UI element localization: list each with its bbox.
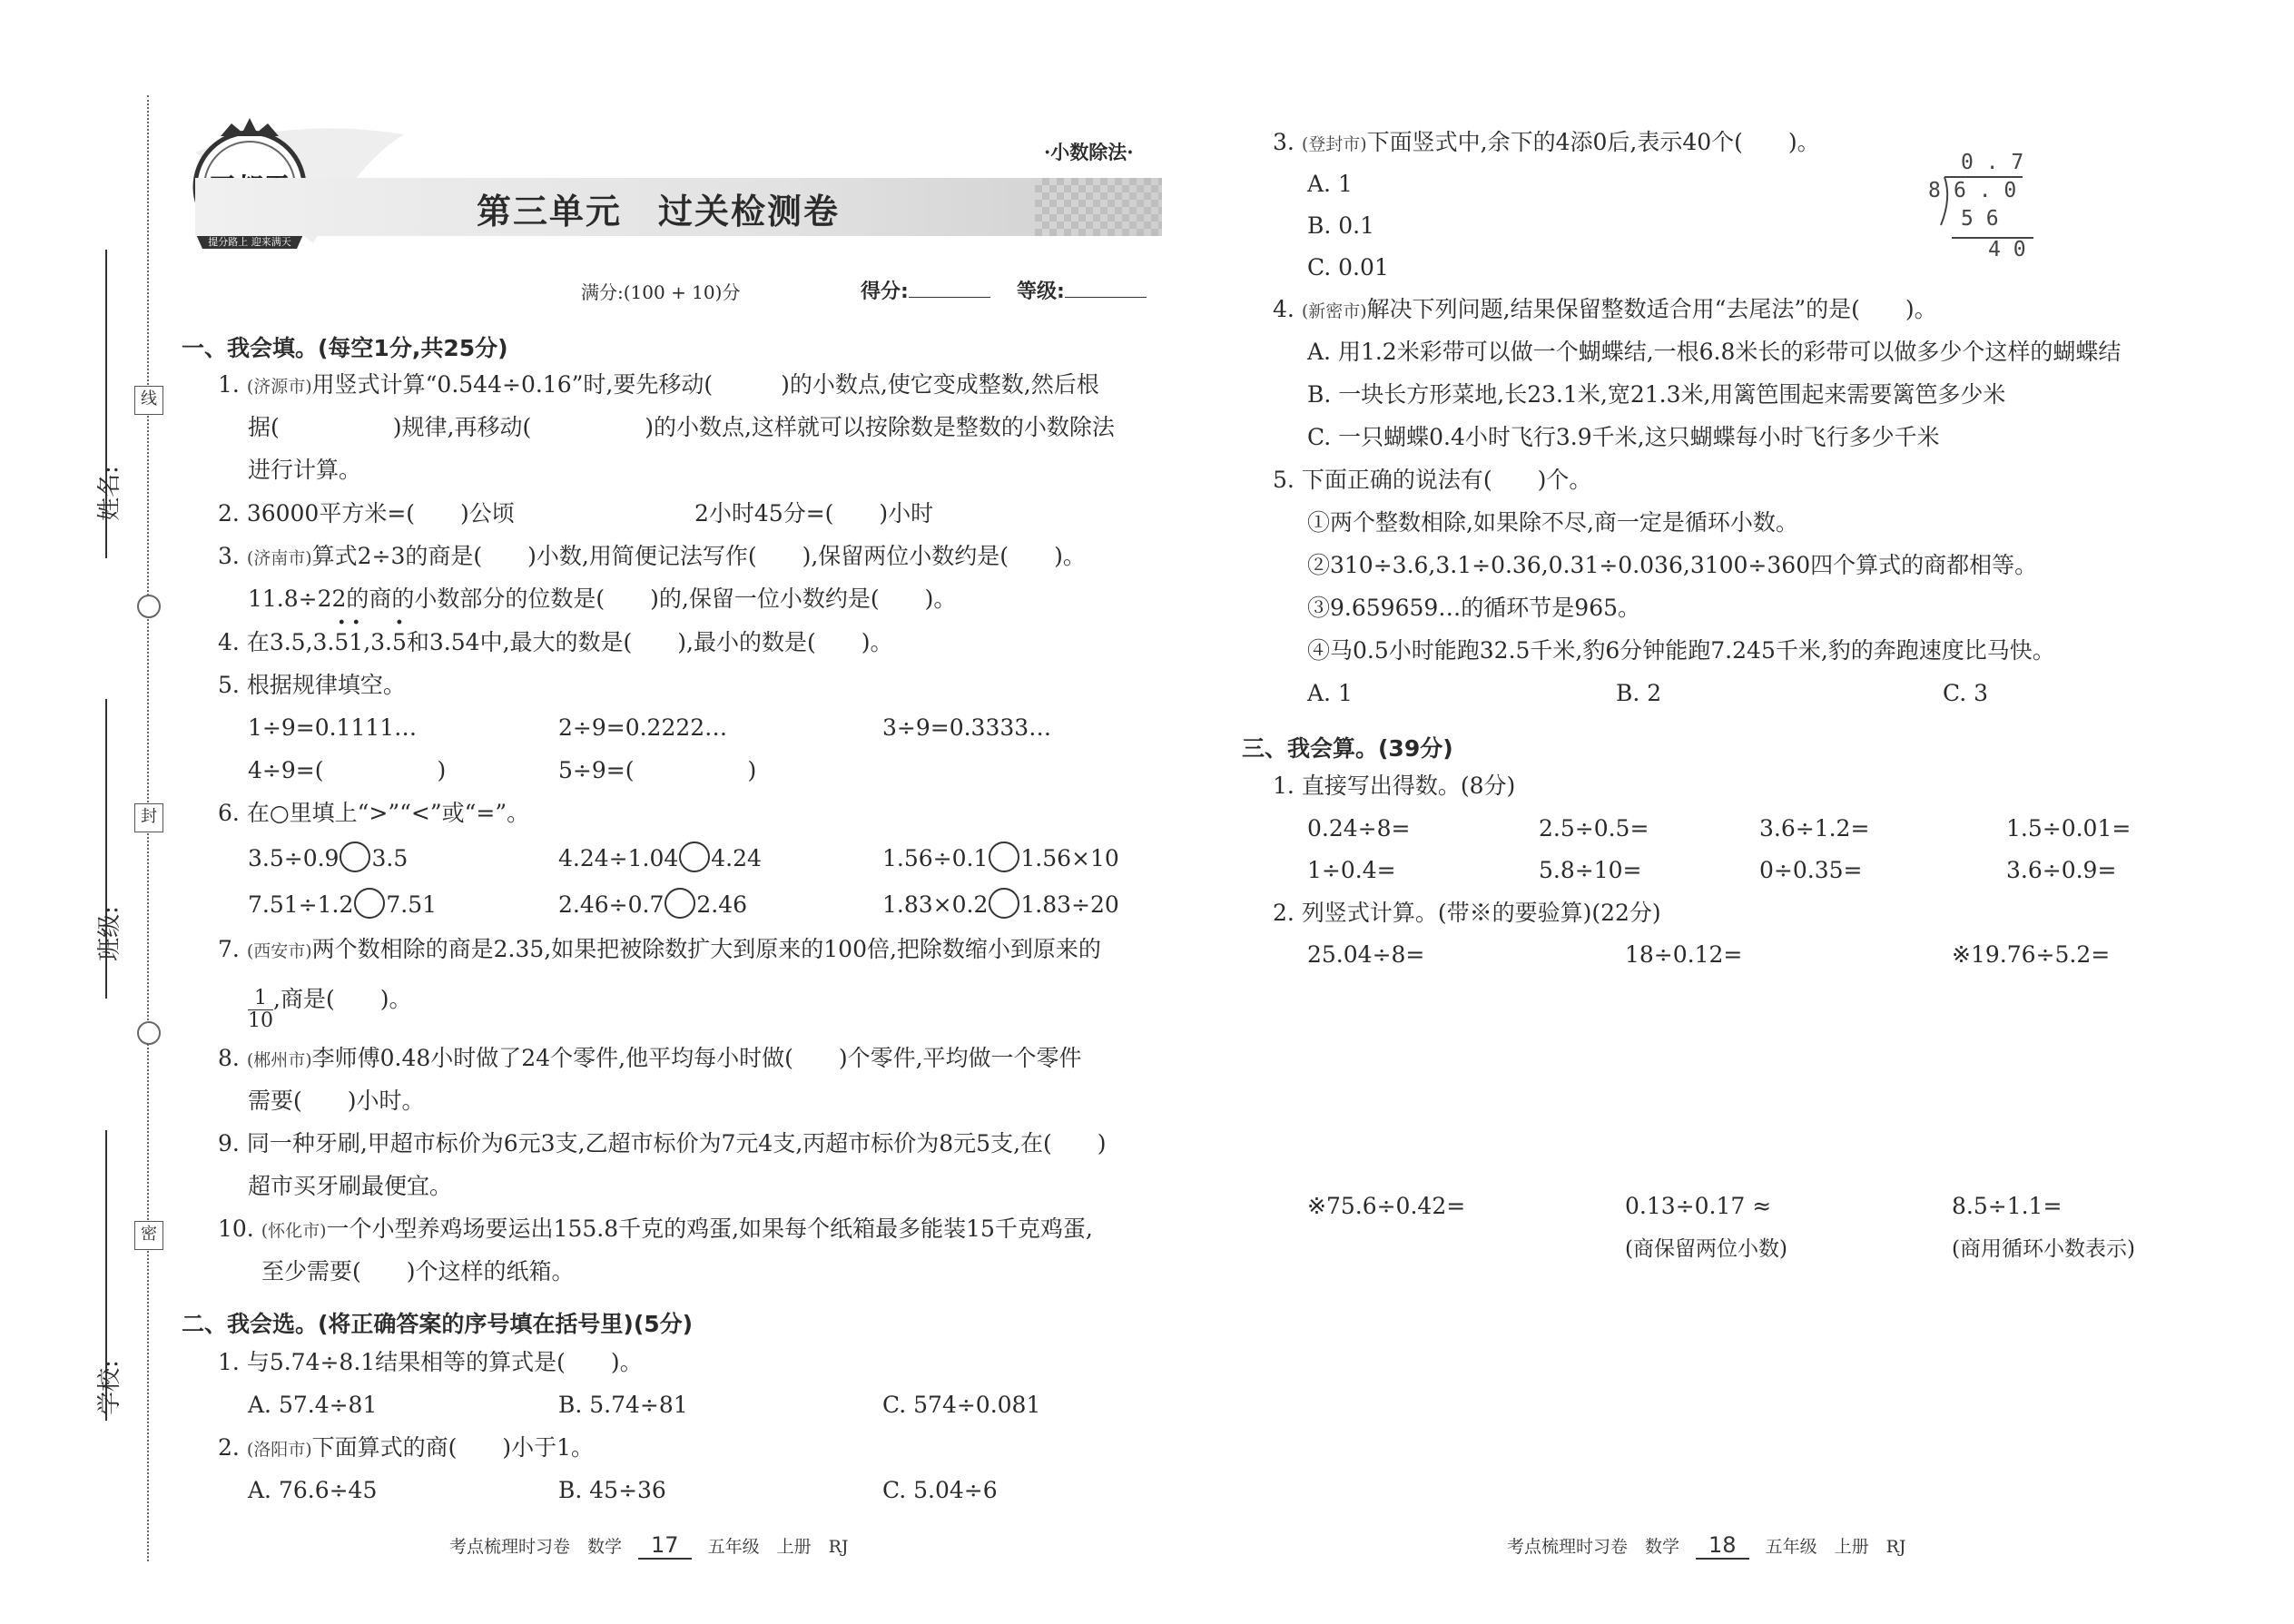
- question: 2. 36000平方米=( )公顷: [218, 500, 515, 527]
- oral-calc: 0.24÷8=: [1307, 815, 1411, 842]
- question: 3. (登封市)下面竖式中,余下的4添0后,表示40个( )。: [1273, 129, 1820, 155]
- vertical-calc: 0.13÷0.17 ≈: [1625, 1193, 1772, 1219]
- question: 8. (郴州市)李师傅0.48小时做了24个零件,他平均每小时做( )个零件,平均做一个零件: [218, 1045, 1082, 1071]
- question-line: $\frac{1}{10}$ ,商是( )。: [248, 986, 412, 1032]
- score-field[interactable]: [861, 276, 990, 304]
- option: C. 一只蝴蝶0.4小时飞行3.9千米,这只蝴蝶每小时飞行多少千米: [1307, 424, 1940, 450]
- oral-calc: 3.6÷1.2=: [1759, 815, 1870, 842]
- oral-calc: 5.8÷10=: [1539, 857, 1642, 883]
- page-number: 17: [638, 1532, 692, 1560]
- question: 5. 下面正确的说法有( )个。: [1273, 467, 1592, 493]
- fraction: $\frac{1}{10}$: [248, 987, 273, 1032]
- oral-calc: 3.6÷0.9=: [2006, 857, 2117, 883]
- full-score: 满分:(100 + 10)分: [581, 281, 741, 303]
- statement: ④马0.5小时能跑32.5千米,豹6分钟能跑7.245千米,豹的奔跑速度比马快。: [1307, 637, 2055, 664]
- seal-seal-mark: 封: [134, 803, 163, 832]
- vertical-calc: 8.5÷1.1=: [1952, 1193, 2063, 1219]
- question: 10. (怀化市)一个小型养鸡场要运出155.8千克的鸡蛋,如果每个纸箱最多能装15千克鸡蛋,: [218, 1216, 1093, 1242]
- compare-item: 3.5÷0.9 3.5: [248, 842, 408, 874]
- page-footer-left: 考点梳理时习卷 数学 17 五年级 上册 RJ: [449, 1532, 849, 1558]
- long-division-quotient: 0 . 7: [1961, 151, 2024, 174]
- page-title: 第三单元 过关检测卷: [477, 192, 841, 231]
- question: 4. 在3.5,3.· 5· 1,3.· 5和3.54中,最大的数是( ),最小的数是( )。: [218, 627, 892, 658]
- calc-note: (商保留两位小数): [1625, 1237, 1787, 1261]
- logo-band-text: 提分路上 迎来满天: [208, 236, 291, 248]
- compare-circle[interactable]: [989, 842, 1019, 872]
- compare-item: 2.46÷0.7 2.46: [558, 888, 747, 920]
- option: A. 76.6÷45: [248, 1477, 378, 1503]
- section-heading: 三、我会算。(39分): [1242, 735, 1453, 762]
- grade-field[interactable]: [1017, 276, 1147, 304]
- question: 4. (新密市)解决下列问题,结果保留整数适合用“去尾法”的是( )。: [1273, 296, 1937, 322]
- vertical-calc: 18÷0.12=: [1625, 941, 1743, 968]
- question: 1. 直接写出得数。(8分): [1273, 773, 1516, 799]
- oral-calc: 2.5÷0.5=: [1539, 815, 1649, 842]
- grade-label: 等级:: [1017, 281, 1065, 303]
- section-heading: 一、我会填。(每空1分,共25分): [182, 335, 508, 361]
- vertical-calc: ※75.6÷0.42=: [1307, 1193, 1466, 1219]
- compare-circle[interactable]: [354, 888, 385, 919]
- seal-line-mark: 线: [134, 386, 163, 415]
- question: 2. (洛阳市)下面算式的商( )小于1。: [218, 1434, 595, 1461]
- page-number: 18: [1696, 1532, 1749, 1560]
- pattern-item: 2÷9=0.2222…: [558, 714, 728, 741]
- compare-item: 1.56÷0.1 1.56×10: [882, 842, 1119, 874]
- option: B. 5.74÷81: [558, 1392, 688, 1418]
- question: 6. 在○里填上“>”“<”或“=”。: [218, 800, 530, 826]
- question: 7. (西安市)两个数相除的商是2.35,如果把被除数扩大到原来的100倍,把除数缩小到原来的: [218, 936, 1101, 962]
- oral-calc: 1.5÷0.01=: [2006, 815, 2132, 842]
- long-division-dividend: 6 . 0: [1954, 179, 2017, 202]
- option: A. 1: [1307, 171, 1353, 197]
- question: 1. 与5.74÷8.1结果相等的算式是( )。: [218, 1349, 643, 1375]
- compare-circle[interactable]: [679, 842, 710, 872]
- compare-item: 4.24÷1.04 4.24: [558, 842, 762, 874]
- binding-hole-icon: [137, 1021, 161, 1045]
- compare-item: 7.51÷1.2 7.51: [248, 888, 437, 920]
- question-line: 11.8÷22的商的小数部分的位数是( )的,保留一位小数约是( )。: [248, 586, 957, 612]
- compare-circle[interactable]: [665, 888, 695, 919]
- name-label: 姓名:: [95, 466, 123, 521]
- pattern-item: 3÷9=0.3333…: [882, 714, 1052, 741]
- option: B. 2: [1616, 680, 1662, 706]
- oral-calc: 1÷0.4=: [1307, 857, 1396, 883]
- question-line: 需要( )小时。: [248, 1088, 425, 1114]
- oral-calc: 0÷0.35=: [1759, 857, 1863, 883]
- question-line: 至少需要( )个这样的纸箱。: [261, 1258, 575, 1284]
- page-footer-right: 考点梳理时习卷 数学 18 五年级 上册 RJ: [1507, 1532, 1906, 1558]
- score-label: 得分:: [861, 281, 909, 303]
- option: C. 574÷0.081: [882, 1392, 1041, 1418]
- option: A. 57.4÷81: [248, 1392, 378, 1418]
- question: 5. 根据规律填空。: [218, 672, 406, 698]
- option: C. 5.04÷6: [882, 1477, 998, 1503]
- long-division-divisor: 8: [1928, 179, 1941, 202]
- section-heading: 二、我会选。(将正确答案的序号填在括号里)(5分): [182, 1311, 694, 1337]
- school-label: 学校:: [95, 1360, 123, 1415]
- topic-label: ·小数除法·: [1044, 141, 1134, 163]
- vertical-calc: 25.04÷8=: [1307, 941, 1425, 968]
- question-part: 2小时45分=( )小时: [694, 500, 934, 527]
- option: C. 3: [1943, 680, 1989, 706]
- seal-secret-mark: 密: [134, 1221, 163, 1250]
- option: A. 用1.2米彩带可以做一个蝴蝶结,一根6.8米长的彩带可以做多少个这样的蝴蝶结: [1307, 339, 2122, 365]
- statement: ②310÷3.6,3.1÷0.36,0.31÷0.036,3100÷360四个算式的商都相等。: [1307, 552, 2038, 578]
- question-line: 据( )规律,再移动( )的小数点,这样就可以按除数是整数的小数除法: [248, 414, 1115, 440]
- pattern-item: 5÷9=( ): [558, 757, 757, 783]
- question: 9. 同一种牙刷,甲超市标价为6元3支,乙超市标价为7元4支,丙超市标价为8元5支,在( ): [218, 1130, 1107, 1156]
- compare-circle[interactable]: [340, 842, 370, 872]
- question-line: 超市买牙刷最便宜。: [248, 1173, 453, 1199]
- question: 2. 列竖式计算。(带※的要验算)(22分): [1273, 900, 1661, 926]
- question: 3. (济南市)算式2÷3的商是( )小数,用简便记法写作( ),保留两位小数约是( )。: [218, 543, 1086, 569]
- option: C. 0.01: [1307, 254, 1389, 281]
- statement: ③9.659659…的循环节是965。: [1307, 595, 1641, 621]
- pattern-item: 1÷9=0.1111…: [248, 714, 418, 741]
- compare-item: 1.83×0.2 1.83÷20: [882, 888, 1119, 920]
- long-division-remainder: 4 0: [1988, 238, 2026, 261]
- long-division-subtrahend: 5 6: [1961, 207, 1999, 231]
- compare-circle[interactable]: [989, 888, 1019, 919]
- calc-note: (商用循环小数表示): [1952, 1237, 2135, 1261]
- class-label: 班级:: [95, 906, 123, 961]
- option: A. 1: [1307, 680, 1353, 706]
- vertical-calc: ※19.76÷5.2=: [1952, 941, 2111, 968]
- question-line: 进行计算。: [248, 457, 362, 483]
- pattern-item: 4÷9=( ): [248, 757, 447, 783]
- binding-hole-icon: [137, 595, 161, 618]
- option: B. 一块长方形菜地,长23.1米,宽21.3米,用篱笆围起来需要篱笆多少米: [1307, 381, 2006, 408]
- option: B. 45÷36: [558, 1477, 666, 1503]
- statement: ①两个整数相除,如果除不尽,商一定是循环小数。: [1307, 509, 1798, 536]
- option: B. 0.1: [1307, 212, 1375, 239]
- title-checker-pattern: [1035, 178, 1162, 236]
- question: 1. (济源市)用竖式计算“0.544÷0.16”时,要先移动( )的小数点,使它变成整数,然后根: [218, 371, 1099, 398]
